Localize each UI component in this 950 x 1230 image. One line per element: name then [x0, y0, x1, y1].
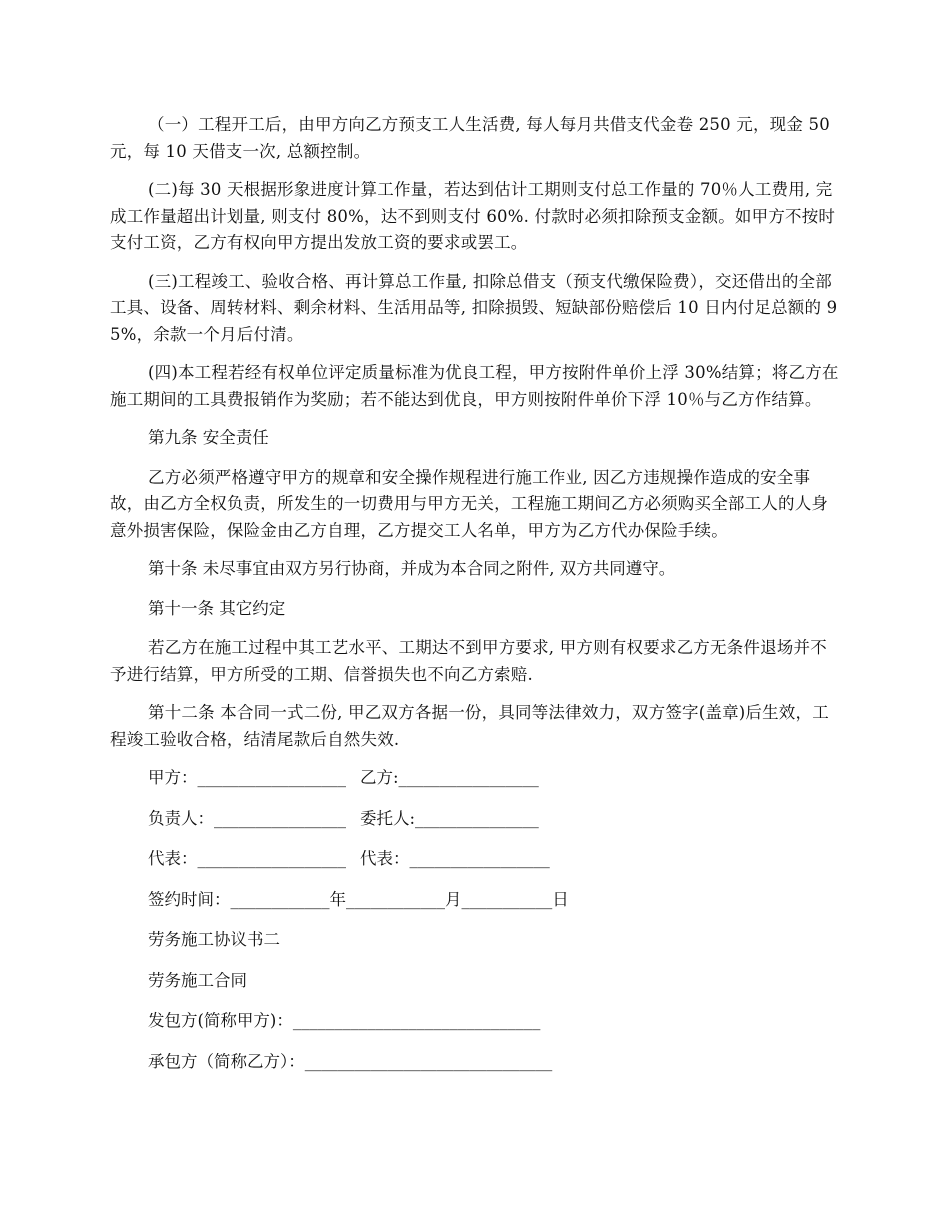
subcontractor-line: 承包方（简称乙方）：______________________________ — [148, 1051, 553, 1071]
article-9-heading: 第九条 安全责任 — [148, 428, 269, 447]
signature-responsible-row — [148, 806, 840, 833]
rep-b-line: 代表：_________________ — [360, 849, 550, 868]
entrusted-line: 委托人:_______________ — [360, 808, 539, 828]
rep-a-line: 代表：__________________ — [148, 849, 346, 868]
clause-8-1: （一）工程开工后，由甲方向乙方预支工人生活费, 每人每月共借支代金卷 250 元，现金 50 元，每 10 天借支一次, 总额控制。 — [110, 115, 830, 161]
clause-8-2: (二)每 30 天根据形象进度计算工作量，若达到估计工期则支付总工作量的 70％人工费用, 完成工作量超出计划量, 则支付 80%，达不到则支付 60%. 付款时必须扣除预支金额。如甲方不按时支付工资，乙方有权向甲方提出发放工资的要求或罢工。 — [110, 180, 836, 252]
responsible-line: 负责人：________________ — [148, 808, 346, 828]
article-11-heading: 第十一条 其它约定 — [148, 598, 286, 618]
party-a-line: 甲方：__________________ — [148, 768, 346, 787]
second-doc-title: 劳务施工协议书二 — [148, 930, 280, 949]
second-doc-subtitle: 劳务施工合同 — [148, 970, 247, 990]
clause-8-3: (三)工程竣工、验收合格、再计算总工作量, 扣除总借支（预支代缴保险费），交还借出的全部工具、设备、周转材料、剩余材料、生活用品等, 扣除损毁、短缺部份赔偿后 10 日内付足总额的 95%，余款一个月后付清。 — [110, 271, 838, 344]
other-terms-paragraph: 若乙方在施工过程中其工艺水平、工期达不到甲方要求, 甲方则有权要求乙方无条件退场并不予进行结算，甲方所受的工期、信誉损失也不向乙方索赔. — [110, 638, 827, 684]
signing-date-row: 签约时间：____________年____________月___________日 — [148, 889, 569, 909]
document-page — [110, 112, 840, 1089]
article-12: 第十二条 本合同一式二份, 甲乙双方各据一份，具同等法律效力，双方签字(盖章)后生效，工程竣工验收合格，结清尾款后自然失效. — [110, 703, 829, 749]
party-b-line: 乙方:_________________ — [360, 768, 539, 787]
clause-8-4: (四)本工程若经有权单位评定质量标准为优良工程，甲方按附件单价上浮 30%结算；将乙方在施工期间的工具费报销作为奖励；若不能达到优良，甲方则按附件单价下浮 10％与乙方作结算。 — [110, 363, 839, 409]
contractor-line: 发包方(简称甲方)：______________________________ — [148, 1011, 541, 1030]
article-10: 第十条 未尽事宜由双方另行协商，并成为本合同之附件, 双方共同遵守。 — [148, 559, 676, 578]
signature-party-row — [148, 765, 840, 792]
safety-paragraph: 乙方必须严格遵守甲方的规章和安全操作规程进行施工作业, 因乙方违规操作造成的安全事故，由乙方全权负责，所发生的一切费用与甲方无关，工程施工期间乙方必须购买全部工人的人身意外损害保险，保险金由乙方自理，乙方提交工人名单，甲方为乙方代办保险手续。 — [110, 467, 829, 540]
signature-representative-row — [148, 846, 840, 873]
